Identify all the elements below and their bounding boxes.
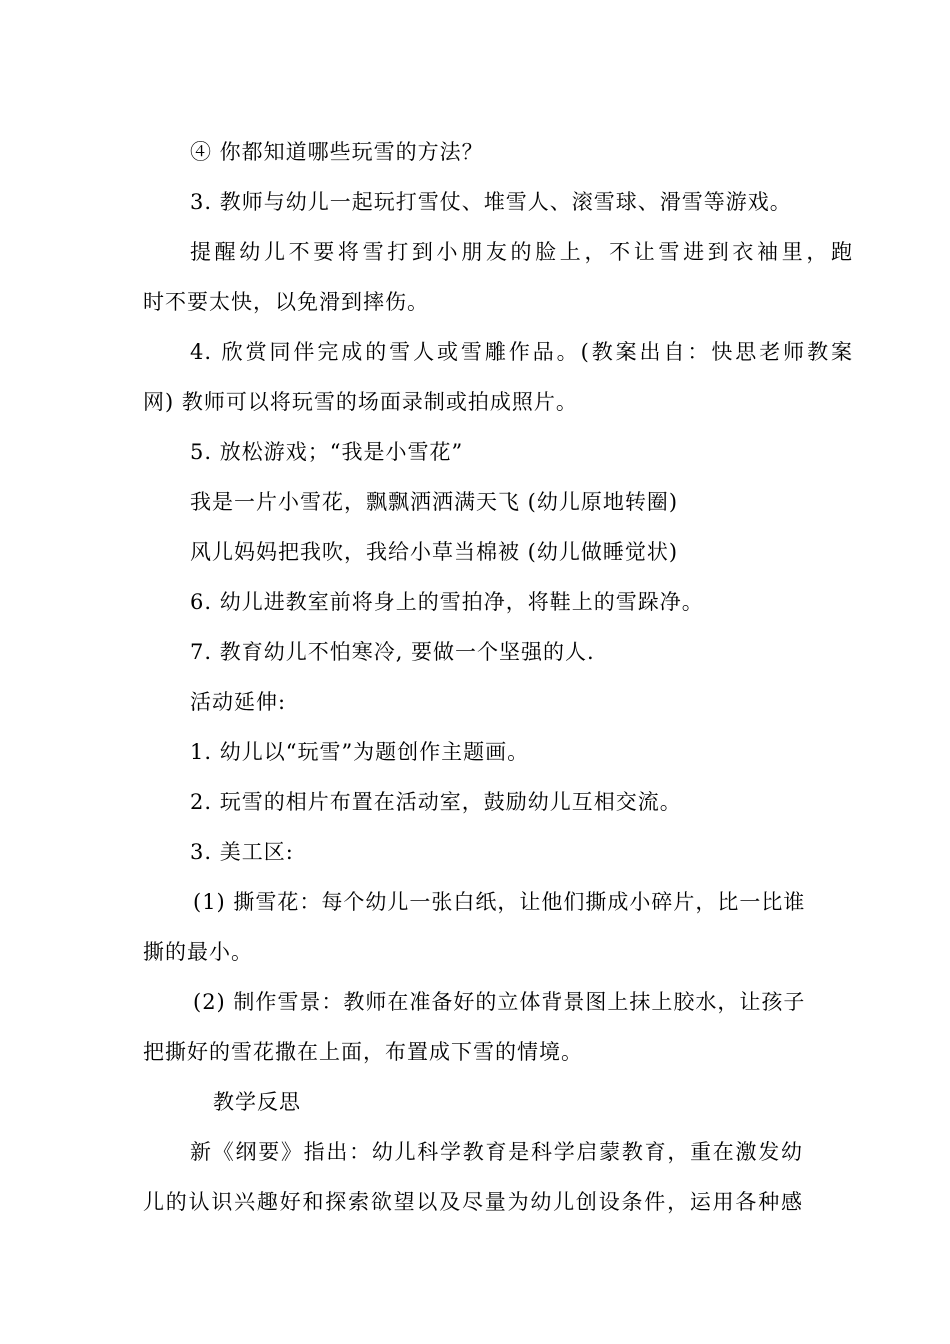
text-line: 4. 欣赏同伴完成的雪人或雪雕作品。(教案出自：快思老师教案 xyxy=(190,340,853,364)
text-line: 6. 幼儿进教室前将身上的雪拍净，将鞋上的雪跺净。 xyxy=(190,590,704,614)
text-line: 我是一片小雪花，飘飘洒洒满天飞 (幼儿原地转圈) xyxy=(190,490,679,514)
section-heading: 教学反思 xyxy=(213,1090,301,1114)
text-line: 把撕好的雪花撒在上面，布置成下雪的情境。 xyxy=(143,1040,583,1064)
text-line: (1) 撕雪花：每个幼儿一张白纸，让他们撕成小碎片，比一比谁 xyxy=(193,890,806,914)
text-line: 网) 教师可以将玩雪的场面录制或拍成照片。 xyxy=(143,390,578,414)
text-line: 新《纲要》指出：幼儿科学教育是科学启蒙教育，重在激发幼 xyxy=(190,1140,803,1164)
text-line: (2) 制作雪景：教师在准备好的立体背景图上抹上胶水，让孩子 xyxy=(193,990,806,1014)
text-line: 撕的最小。 xyxy=(143,940,253,964)
text-line: 风儿妈妈把我吹，我给小草当棉被 (幼儿做睡觉状) xyxy=(190,540,679,564)
text-line: ④ 你都知道哪些玩雪的方法？ xyxy=(190,140,484,164)
text-line: 儿的认识兴趣好和探索欲望以及尽量为幼儿创设条件，运用各种感 xyxy=(143,1190,803,1214)
text-line: 2. 玩雪的相片布置在活动室，鼓励幼儿互相交流。 xyxy=(190,790,682,814)
section-heading: 活动延伸: xyxy=(190,690,287,714)
text-line: 1. 幼儿以“玩雪”为题创作主题画。 xyxy=(190,740,530,764)
text-line: 7. 教育幼儿不怕寒冷, 要做一个坚强的人. xyxy=(190,640,595,664)
text-line: 3. 教师与幼儿一起玩打雪仗、堆雪人、滚雪球、滑雪等游戏。 xyxy=(190,190,792,214)
text-line: 提醒幼儿不要将雪打到小朋友的脸上，不让雪进到衣袖里，跑 xyxy=(190,240,853,264)
text-line: 5. 放松游戏；“我是小雪花” xyxy=(190,440,464,464)
text-line: 3. 美工区: xyxy=(190,840,294,864)
text-line: 时不要太快，以免滑到摔伤。 xyxy=(143,290,429,314)
